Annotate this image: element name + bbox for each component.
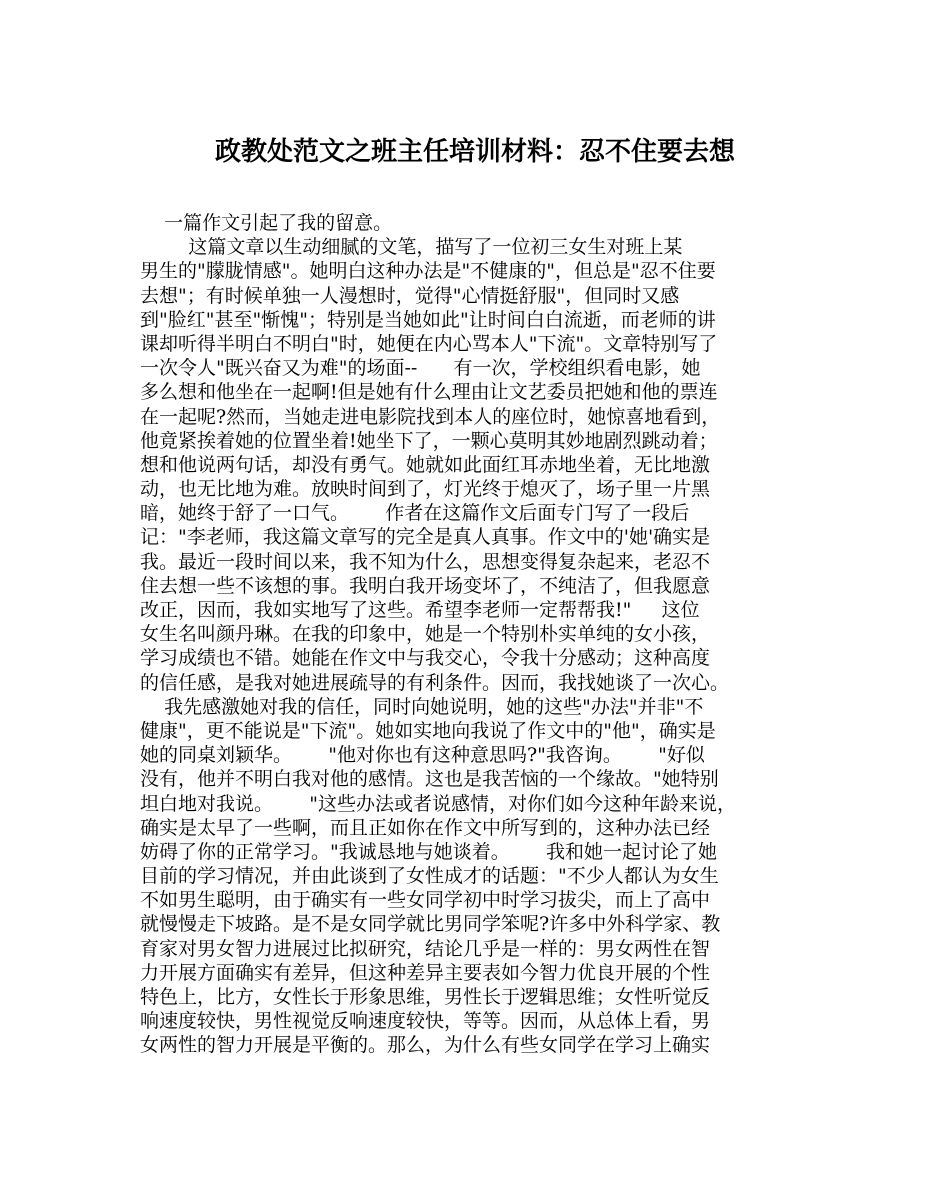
body-line: 就慢慢走下坡路。是不是女同学就比男同学笨呢?许多中外科学家、教: [140, 913, 721, 936]
body-line: 目前的学习情况，并由此谈到了女性成才的话题："不少人都认为女生: [140, 865, 719, 888]
document-title: 政教处范文之班主任培训材料：忍不住要去想: [214, 137, 735, 167]
body-line: 响速度较快，男性视觉反响速度较快，等等。因而，从总体上看，男: [140, 1010, 711, 1033]
body-line: 这篇文章以生动细腻的文笔，描写了一位初三女生对班上某: [140, 236, 683, 259]
body-line: 确实是太早了一些啊，而且正如你在作文中所写到的，这种办法已经: [140, 816, 711, 839]
body-line: 女两性的智力开展是平衡的。那么，为什么有些女同学在学习上确实: [140, 1034, 711, 1057]
body-line: 的信任感，是我对她进展疏导的有利条件。因而，我找她谈了一次心。: [140, 671, 730, 694]
body-line: 去想"；有时候单独一人漫想时，觉得"心情挺舒服"，但同时又感: [140, 284, 680, 307]
body-line: 到"脸红"甚至"惭愧"；特别是当她如此"让时间白白流逝，而老师的讲: [140, 308, 716, 331]
body-line: 力开展方面确实有差异，但这种差异主要表如今智力优良开展的个性: [140, 961, 711, 984]
body-line: 育家对男女智力进展过比拟研究，结论几乎是一样的：男女两性在智: [140, 937, 711, 960]
body-line: 一篇作文引起了我的留意。: [140, 212, 393, 234]
body-line: 一次令人"既兴奋又为难"的场面-- 有一次，学校组织看电影，她: [140, 357, 701, 380]
body-line: 没有，他并不明白我对他的感情。这也是我苦恼的一个缘故。"她特别: [140, 768, 719, 791]
body-line: 改正，因而，我如实地写了这些。希望李老师一定帮帮我!" 这位: [140, 599, 700, 621]
body-line: 在一起呢?然而，当她走进电影院找到本人的座位时，她惊喜地看到，: [140, 405, 721, 428]
body-line: 健康"，更不能说是"下流"。她如实地向我说了作文中的"他"，确实是: [140, 719, 716, 742]
body-line: 男生的"朦胧情感"。她明白这种办法是"不健康的"，但总是"忍不住要: [140, 260, 716, 283]
body-line: 学习成绩也不错。她能在作文中与我交心，令我十分感动；这种高度: [140, 647, 711, 670]
body-line: 我。最近一段时间以来，我不知为什么，思想变得复杂起来，老忍不: [140, 550, 711, 573]
body-line: 住去想一些不该想的事。我明白我开场变坏了，不纯洁了，但我愿意: [140, 574, 711, 597]
body-line: 女生名叫颜丹琳。在我的印象中，她是一个特别朴实单纯的女小孩，: [140, 623, 711, 646]
body-line: 她的同桌刘颖华。 "他对你也有这种意思吗?"我咨询。 "好似: [140, 744, 705, 767]
body-line: 课却听得半明白不明白"时，她便在内心骂本人"下流"。文章特别写了: [140, 332, 718, 355]
body-line: 暗，她终于舒了一口气。 作者在这篇作文后面专门写了一段后: [140, 502, 690, 525]
body-line: 特色上，比方，女性长于形象思维，男性长于逻辑思维；女性听觉反: [140, 986, 711, 1008]
body-line: 动，也无比地为难。放映时间到了，灯光终于熄灭了，场子里一片黑: [140, 478, 711, 501]
body-line: 他竟紧挨着她的位置坐着!她坐下了，一颗心莫明其妙地剧烈跳动着；: [140, 429, 718, 452]
body-line: 多么想和他坐在一起啊!但是她有什么理由让文艺委员把她和他的票连: [140, 381, 718, 404]
body-line: 记："李老师，我这篇文章写的完全是真人真事。作文中的'她'确实是: [140, 526, 711, 549]
body-line: 想和他说两句话，却没有勇气。她就如此面红耳赤地坐着，无比地激: [140, 453, 711, 476]
document-body: [140, 211, 830, 1058]
body-line: 我先感激她对我的信任，同时向她说明，她的这些"办法"并非"不: [140, 695, 704, 718]
body-line: 坦白地对我说。 "这些办法或者说感情，对你们如今这种年龄来说，: [140, 792, 736, 815]
body-line: 不如男生聪明，由于确实有一些女同学初中时学习拔尖，而上了高中: [140, 889, 711, 912]
body-line: 妨碍了你的正常学习。"我诚恳地与她谈着。 我和她一起讨论了她: [140, 840, 717, 863]
